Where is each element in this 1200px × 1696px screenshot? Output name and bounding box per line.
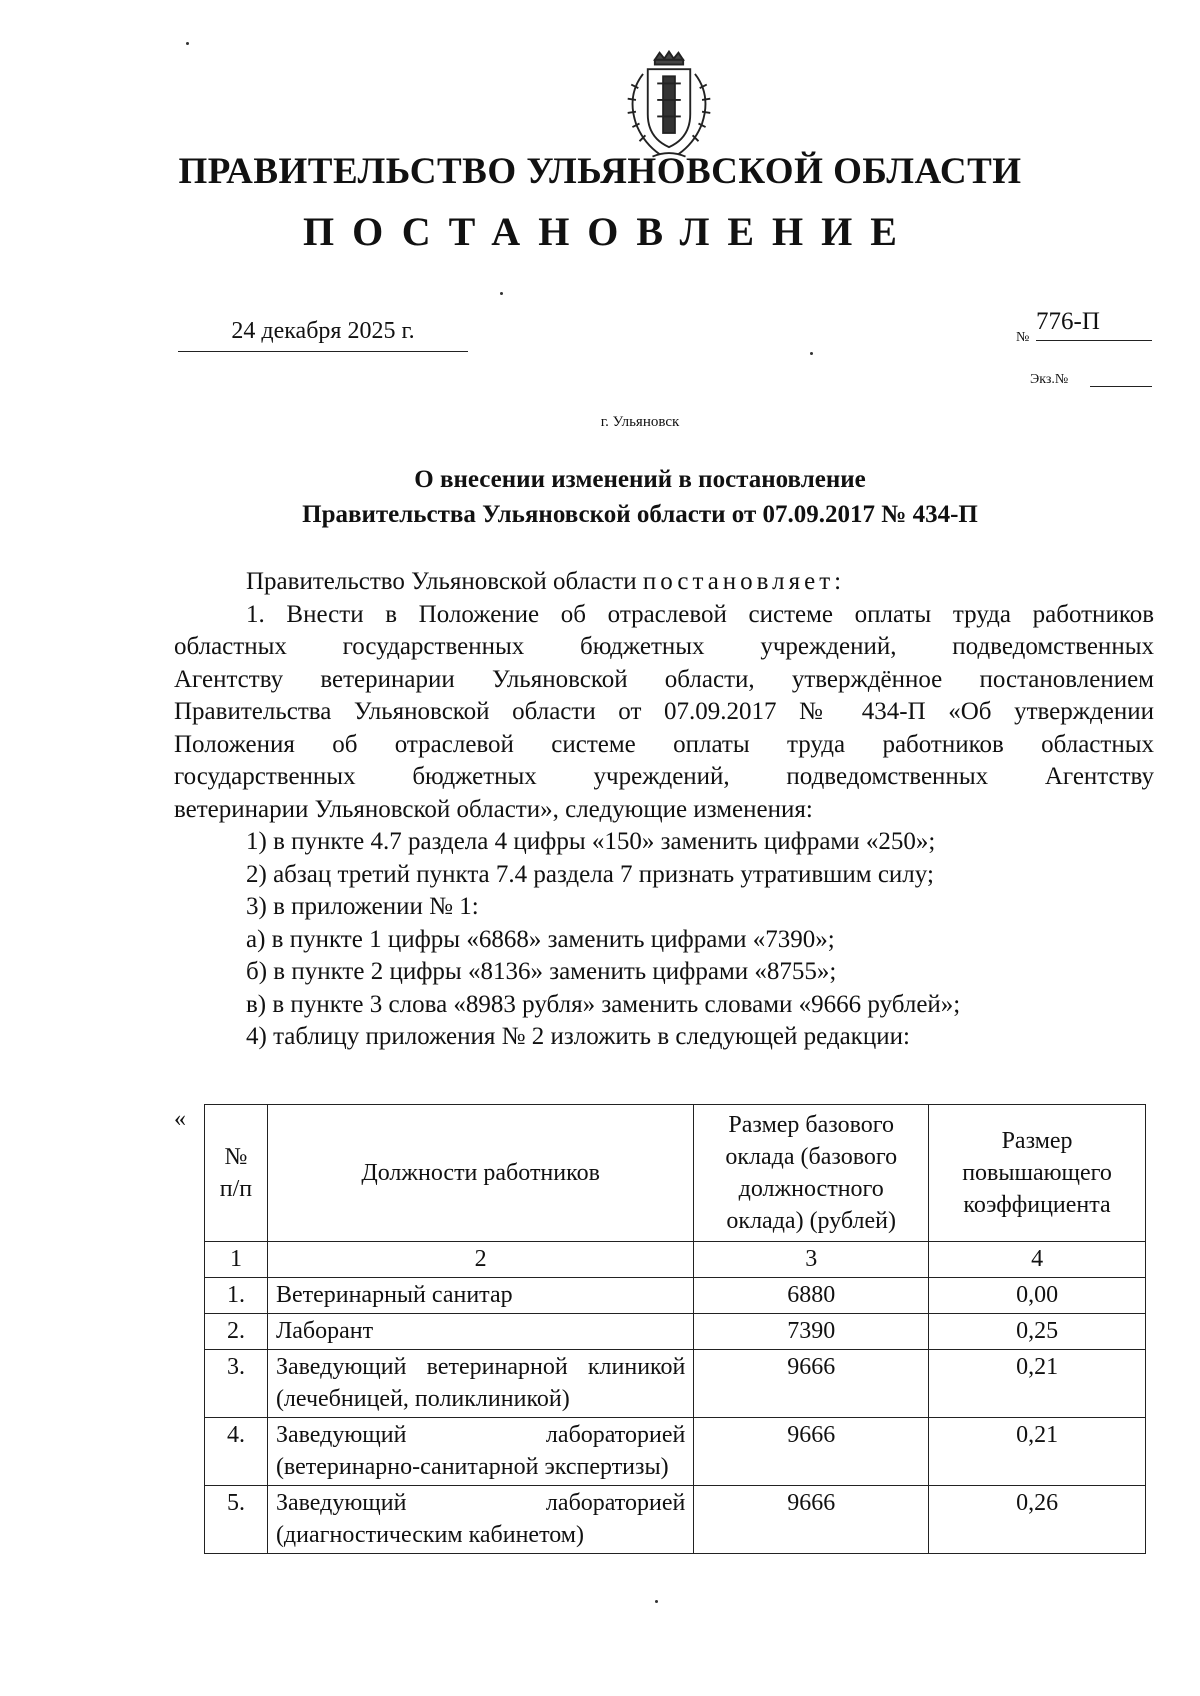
row-salary: 9666 bbox=[694, 1418, 929, 1486]
row-position: Лаборант bbox=[267, 1314, 693, 1350]
government-name: ПРАВИТЕЛЬСТВО УЛЬЯНОВСКОЙ ОБЛАСТИ bbox=[178, 151, 1022, 192]
row-salary: 6880 bbox=[694, 1278, 929, 1314]
city: г. Ульяновск bbox=[600, 414, 680, 430]
scan-speck bbox=[186, 42, 189, 45]
copy-number-line bbox=[1090, 386, 1152, 387]
table-row bbox=[205, 1350, 1146, 1418]
amendment-item: а) в пункте 1 цифры «6868» заменить цифрами «7390»; bbox=[246, 925, 835, 953]
table-row bbox=[205, 1418, 1146, 1486]
body-line: государственных бюджетных учреждений, подведомственных Агентству bbox=[174, 763, 1154, 790]
body-line: Агентству ветеринарии Ульяновской области, утверждённое постановлением bbox=[174, 665, 1154, 693]
header-coefficient: Размер повышающего коэффициента bbox=[929, 1105, 1146, 1242]
header-salary: Размер базового оклада (базового должностного оклада) (рублей) bbox=[694, 1105, 929, 1242]
row-number: 1. bbox=[205, 1278, 268, 1314]
row-position: Заведующий лабораторией (ветеринарно-санитарной экспертизы) bbox=[267, 1418, 693, 1486]
document-date: 24 декабря 2025 г. bbox=[178, 318, 468, 352]
preamble bbox=[174, 566, 1154, 599]
column-number: 1 bbox=[205, 1242, 268, 1278]
column-number-row bbox=[205, 1242, 1146, 1278]
row-coefficient: 0,21 bbox=[929, 1418, 1146, 1486]
body-line: Правительства Ульяновской области от 07.09.2017 № 434-П «Об утверждении bbox=[174, 698, 1154, 725]
row-number: 5. bbox=[205, 1486, 268, 1554]
document-number: 776-П bbox=[1036, 308, 1152, 341]
row-coefficient: 0,00 bbox=[929, 1278, 1146, 1314]
opening-quote: « bbox=[174, 1106, 186, 1132]
scan-speck bbox=[500, 292, 503, 295]
table-row bbox=[205, 1278, 1146, 1314]
preamble-text: Правительство Ульяновской области bbox=[246, 568, 637, 595]
copy-number-label: Экз.№ bbox=[1030, 372, 1069, 387]
amendment-item: 4) таблицу приложения № 2 изложить в следующей редакции: bbox=[246, 1023, 910, 1050]
row-salary: 7390 bbox=[694, 1314, 929, 1350]
row-salary: 9666 bbox=[694, 1350, 929, 1418]
scan-speck bbox=[655, 1600, 658, 1603]
number-label: № bbox=[1016, 330, 1030, 345]
title-line-1: О внесении изменений в постановление bbox=[414, 466, 866, 493]
row-position: Заведующий лабораторией (диагностическим кабинетом) bbox=[267, 1486, 693, 1554]
body-line: 1. Внести в Положение об отраслевой системе оплаты труда работников bbox=[246, 600, 1154, 628]
header-position: Должности работников bbox=[267, 1105, 693, 1242]
row-number: 2. bbox=[205, 1314, 268, 1350]
amendment-item: 3) в приложении № 1: bbox=[246, 893, 479, 920]
salary-table bbox=[204, 1104, 1146, 1554]
header-number: № п/п bbox=[205, 1105, 268, 1242]
row-position: Ветеринарный санитар bbox=[267, 1278, 693, 1314]
amendment-item: б) в пункте 2 цифры «8136» заменить цифрами «8755»; bbox=[246, 958, 837, 985]
row-number: 4. bbox=[205, 1418, 268, 1486]
amendment-item: 2) абзац третий пункта 7.4 раздела 7 признать утратившим силу; bbox=[246, 860, 934, 888]
document-type: ПОСТАНОВЛЕНИЕ bbox=[303, 209, 915, 254]
preamble-verb: постановляет: bbox=[642, 568, 846, 595]
row-coefficient: 0,21 bbox=[929, 1350, 1146, 1418]
body-line: областных государственных бюджетных учреждений, подведомственных bbox=[174, 633, 1154, 660]
table-row bbox=[205, 1314, 1146, 1350]
document-body bbox=[174, 566, 1154, 1054]
row-position: Заведующий ветеринарной клиникой (лечебницей, поликлиникой) bbox=[267, 1350, 693, 1418]
row-coefficient: 0,25 bbox=[929, 1314, 1146, 1350]
row-coefficient: 0,26 bbox=[929, 1486, 1146, 1554]
document-title bbox=[0, 462, 1200, 532]
scan-speck bbox=[810, 352, 813, 355]
column-number: 3 bbox=[694, 1242, 929, 1278]
amendment-item: в) в пункте 3 слова «8983 рубля» заменить словами «9666 рублей»; bbox=[246, 990, 961, 1018]
title-line-2: Правительства Ульяновской области от 07.09.2017 № 434-П bbox=[302, 501, 978, 528]
column-number: 2 bbox=[267, 1242, 693, 1278]
body-line: Положения об отраслевой системе оплаты труда работников областных bbox=[174, 730, 1154, 758]
table-row bbox=[205, 1486, 1146, 1554]
coat-of-arms-icon bbox=[610, 48, 728, 166]
body-line: ветеринарии Ульяновской области», следующие изменения: bbox=[174, 795, 813, 823]
row-salary: 9666 bbox=[694, 1486, 929, 1554]
table-header-row bbox=[205, 1105, 1146, 1242]
column-number: 4 bbox=[929, 1242, 1146, 1278]
row-number: 3. bbox=[205, 1350, 268, 1418]
amendment-item: 1) в пункте 4.7 раздела 4 цифры «150» заменить цифрами «250»; bbox=[246, 828, 936, 855]
